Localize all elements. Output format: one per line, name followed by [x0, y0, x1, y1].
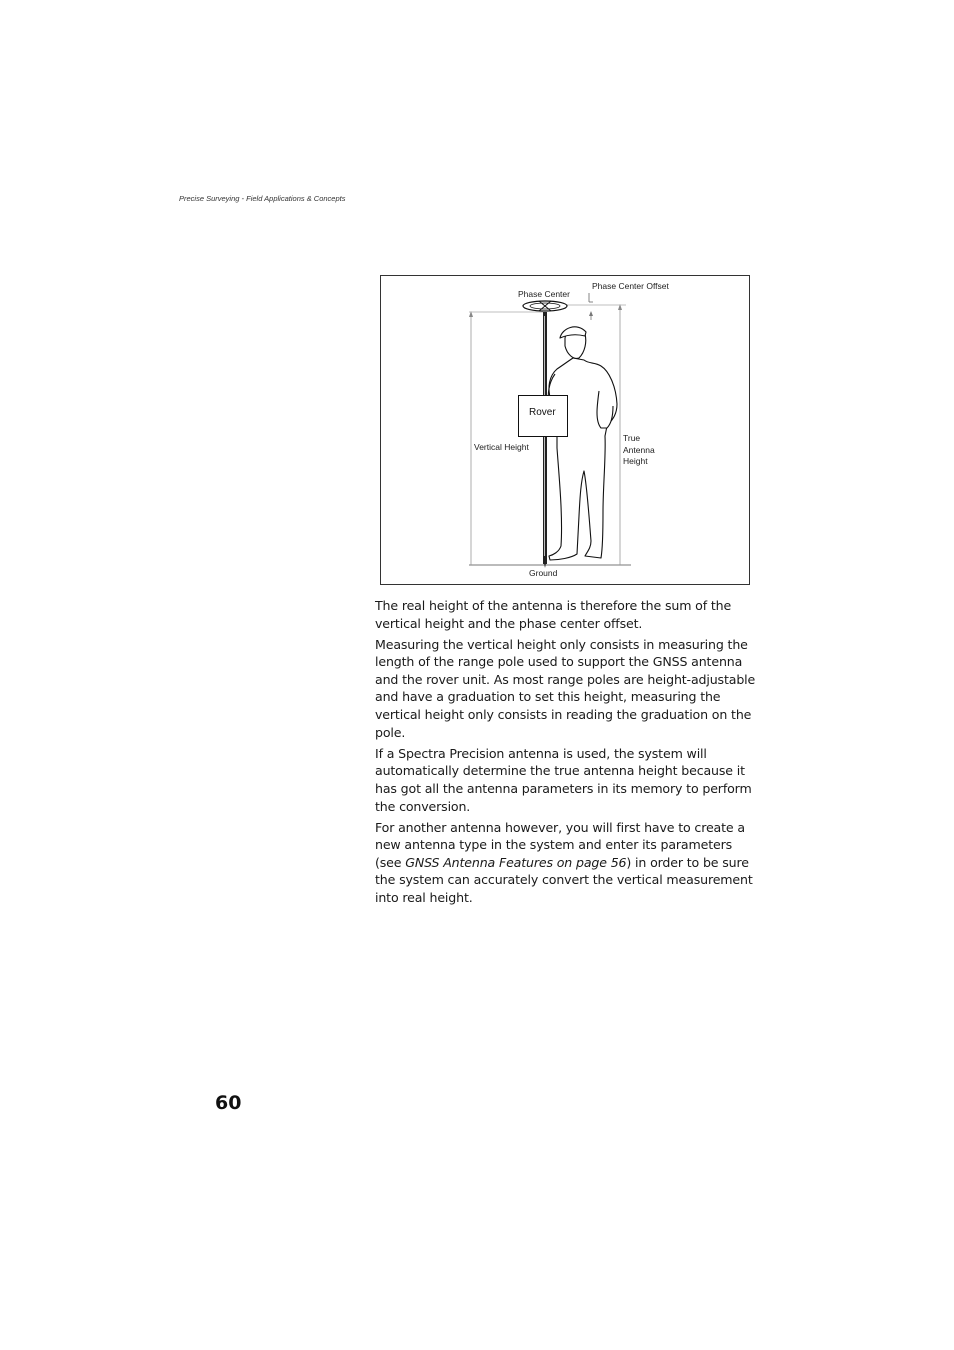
- paragraph-2: Measuring the vertical height only consists in measuring the length of the range pole used to support the GNSS antenna and the rover unit. As most range poles are height-adjustable and have a graduation to set this height, measuring the vertical height only consists in reading the graduation on the pole.: [375, 636, 756, 740]
- true-antenna-height-line-2: Antenna: [623, 444, 655, 455]
- rover-label: Rover: [529, 407, 556, 418]
- paragraph-4: [375, 819, 757, 907]
- paragraph-1: The real height of the antenna is therefore the sum of the vertical height and the phase center offset.: [375, 598, 732, 631]
- surveyor-figure: [547, 327, 617, 560]
- vertical-height-label: Vertical Height: [474, 442, 529, 452]
- offset-arrow-head: [589, 311, 593, 316]
- paragraph-4-start: For another antenna however, you will first have to create a new antenna type in the system and enter its parameters (see: [375, 819, 745, 870]
- paragraph-3: If a Spectra Precision antenna is used, the system will automatically determine the true antenna height because it has got all the antenna parameters in its memory to perform the conversion.: [375, 745, 752, 814]
- body-text: [375, 597, 757, 910]
- paragraph-4-end: ) in order to be sure the system can accurately convert the vertical measurement into real height.: [375, 854, 753, 905]
- running-header: Precise Surveying - Field Applications & Concepts: [179, 194, 346, 203]
- cross-reference-link[interactable]: GNSS Antenna Features on page 56: [405, 854, 627, 870]
- phase-center-label: Phase Center: [518, 289, 570, 299]
- true-antenna-height-line-3: Height: [623, 456, 648, 466]
- page-number: 60: [215, 1092, 242, 1114]
- phase-center-offset-label: Phase Center Offset: [592, 281, 669, 291]
- rover-unit: [518, 395, 568, 437]
- true-antenna-height-label: [623, 433, 655, 468]
- antenna-height-figure: [380, 275, 750, 585]
- ground-label: Ground: [529, 568, 558, 578]
- range-pole: [543, 312, 547, 564]
- true-antenna-height-line-1: True: [623, 433, 641, 443]
